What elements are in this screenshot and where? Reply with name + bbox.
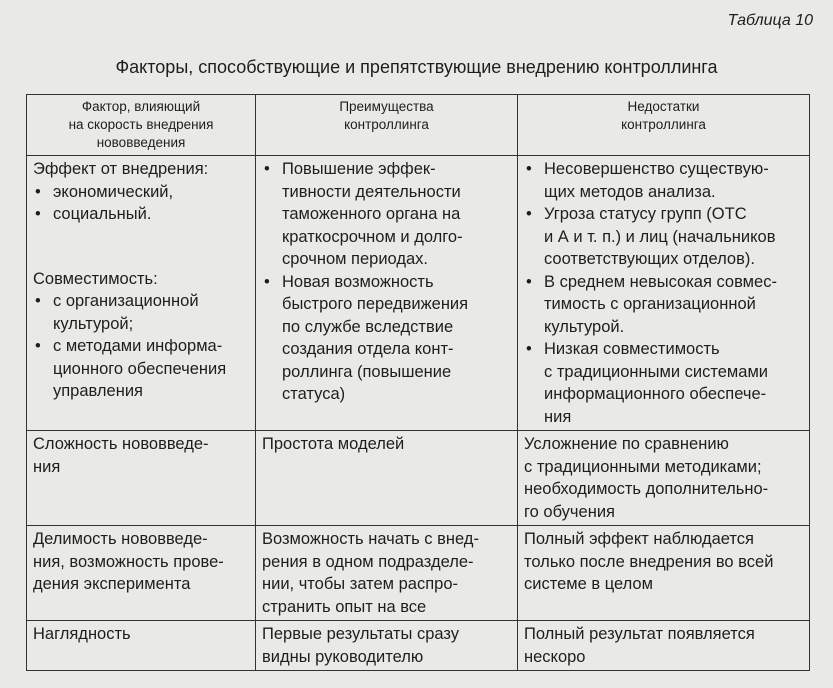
bullet-item — [33, 203, 249, 226]
text-line: • Несовершенство существую- — [544, 160, 769, 178]
text-line: рения в одном подразделе- — [262, 552, 474, 571]
text-block — [524, 528, 803, 596]
text-block — [33, 623, 249, 646]
text-line: нии, чтобы затем распро- — [262, 575, 458, 593]
advantages-cell — [256, 621, 518, 671]
text-line: Наглядность — [33, 625, 131, 643]
text-block — [262, 623, 511, 668]
text-line: Делимость нововведе- — [33, 530, 208, 548]
text-block — [524, 433, 803, 523]
disadvantages-cell — [518, 431, 810, 526]
text-line: с традиционными методиками; — [524, 457, 762, 476]
text-line: Сложность нововведе- — [33, 435, 209, 453]
text-line: ния, возможность прове- — [33, 552, 224, 571]
text-line: культурой; — [53, 314, 134, 333]
text-line: тимость с организационной — [544, 295, 756, 313]
text-line: щих методов анализа. — [544, 182, 716, 201]
text-line: тивности деятельности — [282, 182, 461, 201]
text-line: • с методами информа- — [53, 337, 223, 355]
text-block — [262, 528, 511, 618]
header-line: контроллинга — [344, 117, 429, 132]
disadvantages-cell — [518, 526, 810, 621]
header-row — [27, 95, 810, 156]
bullet-item — [33, 335, 249, 403]
text-line: дения эксперимента — [33, 575, 191, 593]
text-line: ционного обеспечения — [53, 359, 227, 378]
text-block — [524, 623, 803, 668]
header-line: Фактор, влияющий — [81, 99, 201, 114]
header-line: контроллинга — [621, 117, 706, 132]
table-row — [27, 156, 810, 431]
text-line: быстрого передвижения — [282, 295, 469, 313]
text-line: нескоро — [524, 647, 586, 666]
text-line: • Повышение эффек- — [282, 160, 436, 178]
text-block — [33, 268, 249, 291]
bullet-item — [524, 203, 803, 271]
header-line: Недостатки — [627, 99, 700, 114]
text-line: краткосрочном и долго- — [282, 227, 463, 246]
text-line: с традиционными системами — [544, 362, 769, 381]
factor-cell — [27, 526, 256, 621]
text-line: • Новая возможность — [282, 272, 434, 291]
text-line: • Низкая совместимость — [544, 340, 720, 358]
text-line: Совместимость: — [33, 269, 158, 288]
text-line: Эффект от внедрения: — [33, 160, 209, 178]
advantages-cell — [256, 156, 518, 431]
text-line: • В среднем невысокая совмес- — [544, 272, 777, 291]
text-line: • социальный. — [53, 205, 152, 223]
text-line: срочном периодах. — [282, 250, 429, 268]
text-line: странить опыт на все — [262, 597, 427, 616]
text-line: роллинга (повышение — [282, 362, 452, 381]
text-line: Полный результат появляется — [524, 625, 755, 643]
text-line: создания отдела конт- — [282, 340, 454, 358]
text-line: системе в целом — [524, 575, 653, 593]
text-line: статуса) — [282, 385, 346, 403]
text-line: управления — [53, 382, 143, 400]
text-line: таможенного органа на — [282, 205, 461, 223]
disadvantages-cell — [518, 621, 810, 671]
text-block — [33, 433, 249, 478]
bullet-item — [524, 271, 803, 339]
table-title: Факторы, способствующие и препятствующие внедрению контроллинга — [115, 57, 718, 77]
factor-cell — [27, 156, 256, 431]
text-line: • с организационной — [53, 292, 199, 310]
text-line: по службе вследствие — [282, 317, 454, 336]
table-row — [27, 621, 810, 671]
text-block — [33, 158, 249, 181]
text-line: Возможность начать с внед- — [262, 530, 479, 548]
text-line: Простота моделей — [262, 435, 405, 453]
header-line: на скорость внедрения — [68, 117, 214, 132]
bullet-item — [524, 338, 803, 428]
header-line: Преимущества — [339, 99, 434, 114]
header-factor — [27, 95, 256, 156]
text-line: Полный эффект наблюдается — [524, 530, 754, 548]
header-advantages — [256, 95, 518, 156]
bullet-item — [33, 290, 249, 335]
text-line: соответствующих отделов). — [544, 250, 755, 268]
factor-cell — [27, 621, 256, 671]
header-disadvantages — [518, 95, 810, 156]
bullet-item — [262, 271, 511, 406]
table-row — [27, 526, 810, 621]
bullet-item — [524, 158, 803, 203]
text-line: ния — [33, 457, 61, 476]
bullet-item — [262, 158, 511, 271]
text-line: видны руководителю — [262, 647, 424, 666]
table-row — [27, 431, 810, 526]
factor-cell — [27, 431, 256, 526]
text-line: • экономический, — [53, 182, 174, 201]
bullet-item — [33, 181, 249, 204]
factors-table — [26, 94, 810, 671]
table-number: Таблица 10 — [727, 12, 813, 29]
text-line: необходимость дополнительно- — [524, 480, 769, 498]
text-line: Усложнение по сравнению — [524, 435, 729, 453]
text-line: ния — [544, 407, 572, 426]
text-line: культурой. — [544, 317, 625, 336]
text-line: и А и т. п.) и лиц (начальников — [544, 227, 776, 246]
text-line: только после внедрения во всей — [524, 552, 774, 571]
text-block — [262, 433, 511, 456]
text-line: го обучения — [524, 502, 615, 521]
text-block — [33, 528, 249, 596]
text-line: Первые результаты сразу — [262, 625, 460, 643]
text-line: • Угроза статусу групп (ОТС — [544, 205, 747, 223]
header-line: нововведения — [96, 135, 186, 150]
advantages-cell — [256, 431, 518, 526]
advantages-cell — [256, 526, 518, 621]
spacer — [33, 226, 249, 268]
disadvantages-cell — [518, 156, 810, 431]
text-line: информационного обеспече- — [544, 385, 767, 403]
